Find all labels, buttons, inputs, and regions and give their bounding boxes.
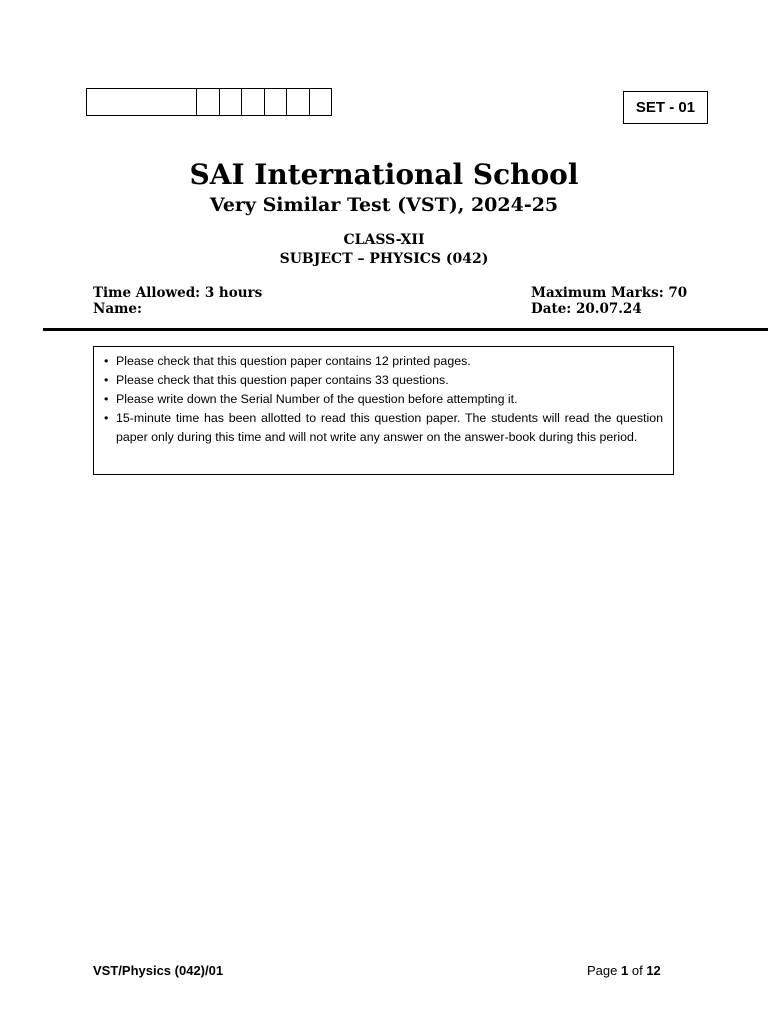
exam-date: Date: 20.07.24 — [531, 301, 642, 317]
page-of: of — [631, 963, 643, 978]
instructions-box — [93, 346, 674, 475]
roll-number-cell — [265, 89, 288, 115]
time-allowed: Time Allowed: 3 hours — [93, 285, 263, 301]
roll-number-box — [86, 88, 332, 116]
roll-number-cell — [220, 89, 243, 115]
instruction-text: Please write down the Serial Number of the question before attempting it. — [116, 392, 518, 406]
roll-number-cell — [287, 89, 310, 115]
page-word: Page — [587, 963, 618, 978]
page-total: 12 — [646, 963, 661, 978]
subject-label: SUBJECT – PHYSICS (042) — [279, 251, 489, 267]
instructions-list — [104, 352, 663, 447]
instruction-item — [104, 390, 663, 409]
instruction-text: Please check that this question paper contains 33 questions. — [116, 373, 449, 387]
instruction-item — [104, 409, 663, 447]
roll-number-cell — [197, 89, 220, 115]
roll-number-cell — [242, 89, 265, 115]
test-name: Very Similar Test (VST), 2024-25 — [209, 194, 559, 216]
bullet-icon: • — [104, 354, 109, 368]
roll-number-main-cell — [87, 89, 197, 115]
name-label: Name: — [93, 301, 142, 317]
instruction-text: Please check that this question paper contains 12 printed pages. — [116, 354, 471, 368]
bullet-icon: • — [104, 411, 109, 425]
instruction-item — [104, 352, 663, 371]
header-divider — [43, 328, 768, 331]
instruction-item — [104, 371, 663, 390]
bullet-icon: • — [104, 373, 109, 387]
bullet-icon: • — [104, 392, 109, 406]
school-name: SAI International School — [189, 158, 579, 191]
paper-code: VST/Physics (042)/01 — [93, 963, 224, 978]
instruction-text: 15-minute time has been allotted to read this question paper. The students will read the question paper only during this time and will not write any answer on the answer-book during this period. — [116, 411, 663, 444]
set-label: SET - 01 — [623, 91, 708, 124]
page-current: 1 — [621, 963, 629, 978]
page-number — [587, 963, 661, 978]
class-label: CLASS-XII — [343, 232, 425, 248]
maximum-marks: Maximum Marks: 70 — [531, 285, 688, 301]
roll-number-cell — [310, 89, 331, 115]
